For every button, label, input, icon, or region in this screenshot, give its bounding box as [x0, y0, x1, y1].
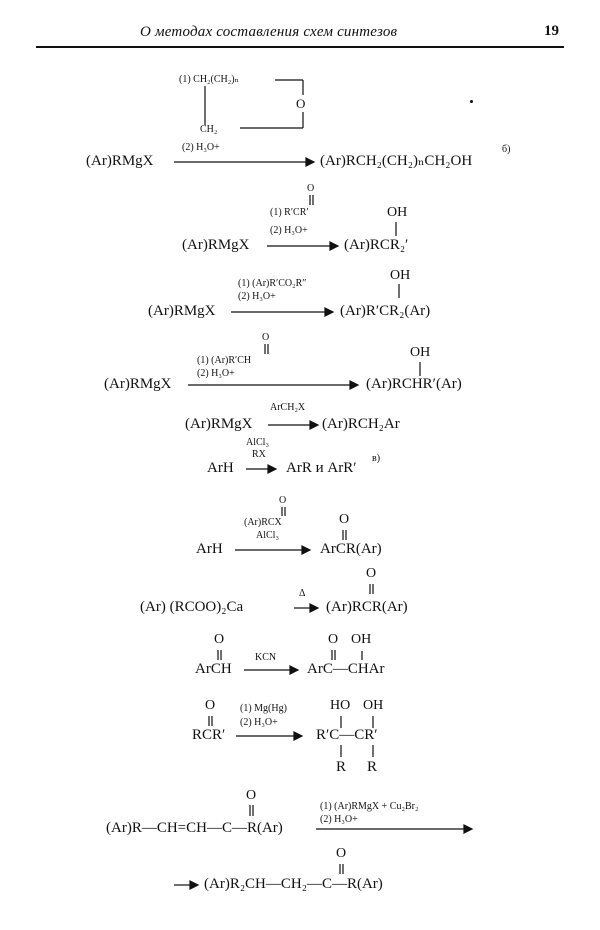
r7-reactant: ArH — [196, 541, 223, 557]
r9-condition: KCN — [255, 652, 277, 663]
r11-reactant: (Ar)R—CH=CH—C—R(Ar) — [106, 820, 283, 836]
r4-carbonyl-o: O — [262, 332, 270, 343]
r1-ring-oxygen: O — [296, 96, 306, 111]
header-rule — [36, 46, 564, 48]
r1-condition-2: (2) H₃O+ — [182, 142, 220, 153]
r6-footnote: в) — [372, 453, 381, 464]
r9-reactant: ArCH — [195, 661, 232, 677]
stray-dot — [470, 100, 473, 103]
r9-product: ArC—CHAr — [307, 661, 385, 677]
r11-product: (Ar)R₂CH—CH₂—C—R(Ar) — [204, 876, 383, 892]
r6-condition-2: RX — [252, 449, 266, 460]
r5-condition: ArCH₂X — [270, 402, 306, 413]
r7-product: ArCR(Ar) — [320, 541, 382, 557]
r7-product-o: O — [339, 512, 350, 527]
r8-reactant: (Ar) (RCOO)₂Ca — [140, 599, 244, 615]
page-number: 19 — [544, 23, 559, 39]
r7-condition-2: AlCl₃ — [256, 530, 279, 541]
r7-condition-1: (Ar)RCX — [244, 517, 282, 528]
r4-condition-1: (1) (Ar)R′CH — [197, 355, 252, 366]
running-header-title: О методах составления схем синтезов — [140, 24, 398, 40]
r9-product-o: O — [328, 632, 339, 647]
r10-product: R′C—CR′ — [316, 727, 378, 743]
r6-reactant: ArH — [207, 460, 234, 476]
r1-ring-bottom: CH₂ — [200, 124, 218, 135]
r4-reactant: (Ar)RMgX — [104, 376, 172, 392]
r4-condition-2: (2) H₃O+ — [197, 368, 235, 379]
r3-hydroxyl: OH — [390, 268, 411, 283]
r2-condition-1: (1) R′CR′ — [270, 207, 309, 218]
r2-reactant: (Ar)RMgX — [182, 237, 250, 253]
r11-condition-2: (2) H₃O+ — [320, 814, 358, 825]
r11-carbonyl-o: O — [246, 788, 257, 803]
r6-products: ArR и ArR′ — [286, 460, 357, 476]
r3-reactant: (Ar)RMgX — [148, 303, 216, 319]
r1-footnote: б) — [502, 144, 511, 155]
r5-product: (Ar)RCH₂Ar — [322, 416, 400, 432]
r10-condition-1: (1) Mg(Hg) — [240, 703, 287, 714]
r2-carbonyl-o: O — [307, 183, 315, 194]
r8-condition: Δ — [299, 588, 306, 599]
r2-condition-2: (2) H₃O+ — [270, 225, 308, 236]
r10-product-oh: OH — [363, 698, 384, 713]
r2-hydroxyl: OH — [387, 205, 408, 220]
r8-product: (Ar)RCR(Ar) — [326, 599, 408, 615]
r3-product: (Ar)R′CR₂(Ar) — [340, 303, 431, 319]
r10-product-r-right: R — [367, 759, 378, 775]
r10-product-r-left: R — [336, 759, 347, 775]
r1-ring-top: (1) CH₂(CH₂)ₙ — [179, 74, 239, 85]
r10-product-ho: HO — [330, 698, 351, 713]
r1-reactant: (Ar)RMgX — [86, 153, 154, 169]
r11-condition-1: (1) (Ar)RMgX + Cu₂Br₂ — [320, 801, 419, 812]
r4-product: (Ar)RCHR′(Ar) — [366, 376, 462, 392]
r7-carbonyl-o: O — [279, 495, 287, 506]
r10-reactant: RCR′ — [192, 727, 226, 743]
r9-product-oh: OH — [351, 632, 372, 647]
r2-product: (Ar)RCR₂′ — [344, 237, 409, 253]
r8-product-o: O — [366, 566, 377, 581]
r10-condition-2: (2) H₃O+ — [240, 717, 278, 728]
r3-condition-2: (2) H₃O+ — [238, 291, 276, 302]
r3-condition-1: (1) (Ar)R′CO₂R″ — [238, 278, 307, 289]
r1-product: (Ar)RCH₂(CH₂)ₙCH₂OH — [320, 153, 473, 169]
r10-reactant-o: O — [205, 698, 216, 713]
r11-product-o: O — [336, 846, 347, 861]
r5-reactant: (Ar)RMgX — [185, 416, 253, 432]
r4-hydroxyl: OH — [410, 345, 431, 360]
r9-reactant-o: O — [214, 632, 225, 647]
r6-condition-1: AlCl₃ — [246, 437, 269, 448]
